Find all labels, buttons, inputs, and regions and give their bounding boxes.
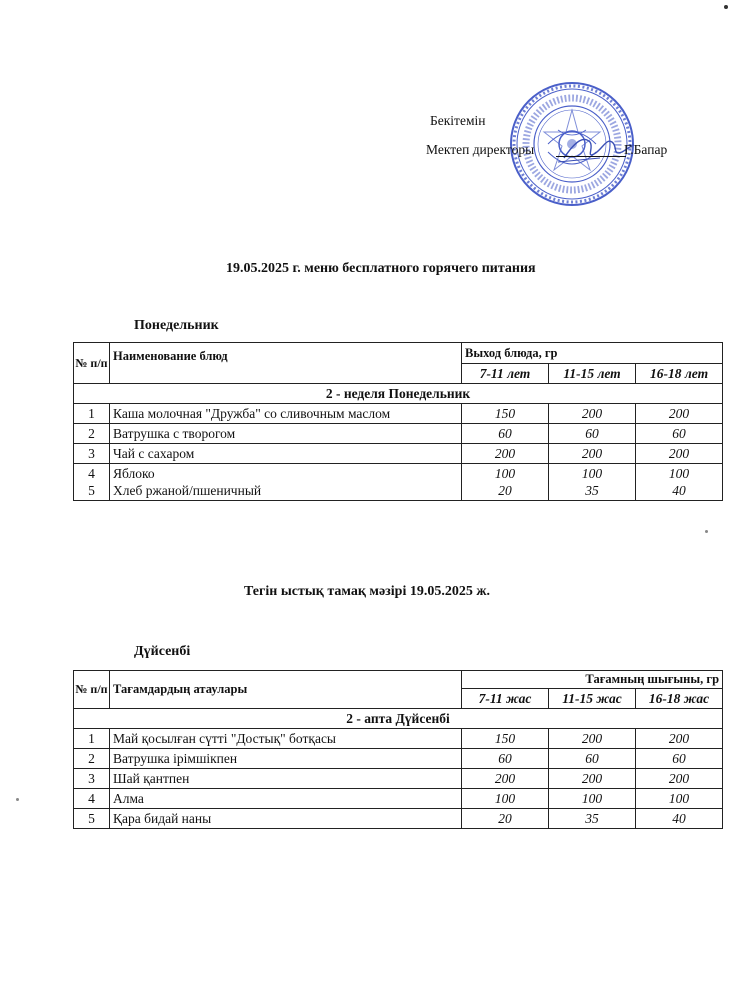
dish-name: Шай қантпен: [110, 769, 462, 789]
ru-age-11-15: 11-15 лет: [549, 364, 636, 384]
row-number: 1: [74, 404, 110, 424]
row-number: 2: [74, 424, 110, 444]
yield-value: 20: [462, 809, 549, 829]
kz-num-header: № п/п: [74, 671, 110, 709]
yield-value: 100: [549, 789, 636, 809]
scan-dot: [724, 5, 728, 9]
ru-week-row: 2 - неделя Понедельник: [74, 384, 723, 404]
dish-name-pair: [110, 464, 462, 501]
ru-day-label: Понедельник: [134, 318, 219, 333]
ru-num-header: № п/п: [74, 343, 110, 384]
table-row: [74, 404, 723, 424]
yield-value: 200: [549, 404, 636, 424]
table-row: [74, 444, 723, 464]
table-row-merged: [74, 464, 723, 501]
yield-value-pair: [462, 464, 549, 501]
yield-value: 60: [462, 749, 549, 769]
ru-age-16-18: 16-18 лет: [636, 364, 723, 384]
kz-week-row: 2 - апта Дүйсенбі: [74, 709, 723, 729]
yield-value: 40: [672, 483, 686, 498]
table-row: [74, 729, 723, 749]
row-number: 1: [74, 729, 110, 749]
row-number: 5: [74, 809, 110, 829]
yield-value: 60: [549, 749, 636, 769]
dish-name: Қара бидай наны: [110, 809, 462, 829]
row-number-pair: [74, 464, 110, 501]
dish-name: Чай с сахаром: [110, 444, 462, 464]
row-number: 4: [88, 466, 95, 481]
table-row: [74, 749, 723, 769]
yield-value: 100: [636, 789, 723, 809]
yield-value: 200: [549, 444, 636, 464]
yield-value: 200: [462, 444, 549, 464]
yield-value: 150: [462, 729, 549, 749]
ru-name-header-cont: [110, 364, 462, 384]
yield-value: 60: [549, 424, 636, 444]
yield-value: 60: [462, 424, 549, 444]
yield-value: 200: [636, 404, 723, 424]
scan-dot: [705, 530, 708, 533]
ru-age-7-11: 7-11 лет: [462, 364, 549, 384]
yield-value: 100: [581, 466, 603, 481]
yield-value: 100: [494, 466, 516, 481]
director-label: Мектеп директоры: [426, 142, 535, 157]
dish-name: Яблоко: [113, 466, 155, 481]
yield-value: 150: [462, 404, 549, 424]
yield-value: 35: [585, 483, 599, 498]
dish-name: Каша молочная "Дружба" со сливочным маслом: [110, 404, 462, 424]
yield-value: 60: [636, 749, 723, 769]
table-row: [74, 424, 723, 444]
ru-name-header: Наименование блюд: [110, 343, 462, 364]
yield-value: 200: [549, 769, 636, 789]
row-number: 2: [74, 749, 110, 769]
director-name: Г.Бапар: [624, 142, 668, 157]
signature-line: [556, 156, 626, 157]
yield-value: 200: [462, 769, 549, 789]
ru-menu-title: 19.05.2025 г. меню бесплатного горячего питания: [226, 261, 536, 276]
yield-value: 200: [636, 729, 723, 749]
row-number: 4: [74, 789, 110, 809]
kz-menu-title: Тегін ыстық тамақ мәзірі 19.05.2025 ж.: [244, 584, 490, 599]
yield-value-pair: [636, 464, 723, 501]
ru-menu-table: [73, 342, 723, 501]
yield-value: 200: [549, 729, 636, 749]
yield-value: 100: [668, 466, 690, 481]
yield-value: 40: [636, 809, 723, 829]
yield-value: 100: [462, 789, 549, 809]
dish-name: Хлеб ржаной/пшеничный: [113, 483, 262, 498]
dish-name: Май қосылған сүтті "Достық" ботқасы: [110, 729, 462, 749]
kz-yield-header: Тағамның шығыны, гр: [462, 671, 723, 689]
kz-menu-table: [73, 670, 723, 829]
dish-name: Ватрушка ірімшікпен: [110, 749, 462, 769]
kz-day-label: Дүйсенбі: [134, 644, 191, 659]
row-number: 3: [74, 444, 110, 464]
approval-word: Бекітемін: [430, 113, 486, 128]
table-row: [74, 769, 723, 789]
yield-value: 200: [636, 769, 723, 789]
row-number: 3: [74, 769, 110, 789]
table-row: [74, 809, 723, 829]
dish-name: Ватрушка с творогом: [110, 424, 462, 444]
table-row: [74, 789, 723, 809]
yield-value: 60: [636, 424, 723, 444]
ru-yield-header: Выход блюда, гр: [462, 343, 723, 364]
yield-value: 35: [549, 809, 636, 829]
yield-value: 20: [498, 483, 512, 498]
kz-age-7-11: 7-11 жас: [462, 689, 549, 709]
row-number: 5: [88, 483, 95, 498]
dish-name: Алма: [110, 789, 462, 809]
scan-dot: [16, 798, 19, 801]
yield-value: 200: [636, 444, 723, 464]
kz-name-header: Тағамдардың атаулары: [110, 671, 462, 709]
kz-age-11-15: 11-15 жас: [549, 689, 636, 709]
kz-age-16-18: 16-18 жас: [636, 689, 723, 709]
yield-value-pair: [549, 464, 636, 501]
